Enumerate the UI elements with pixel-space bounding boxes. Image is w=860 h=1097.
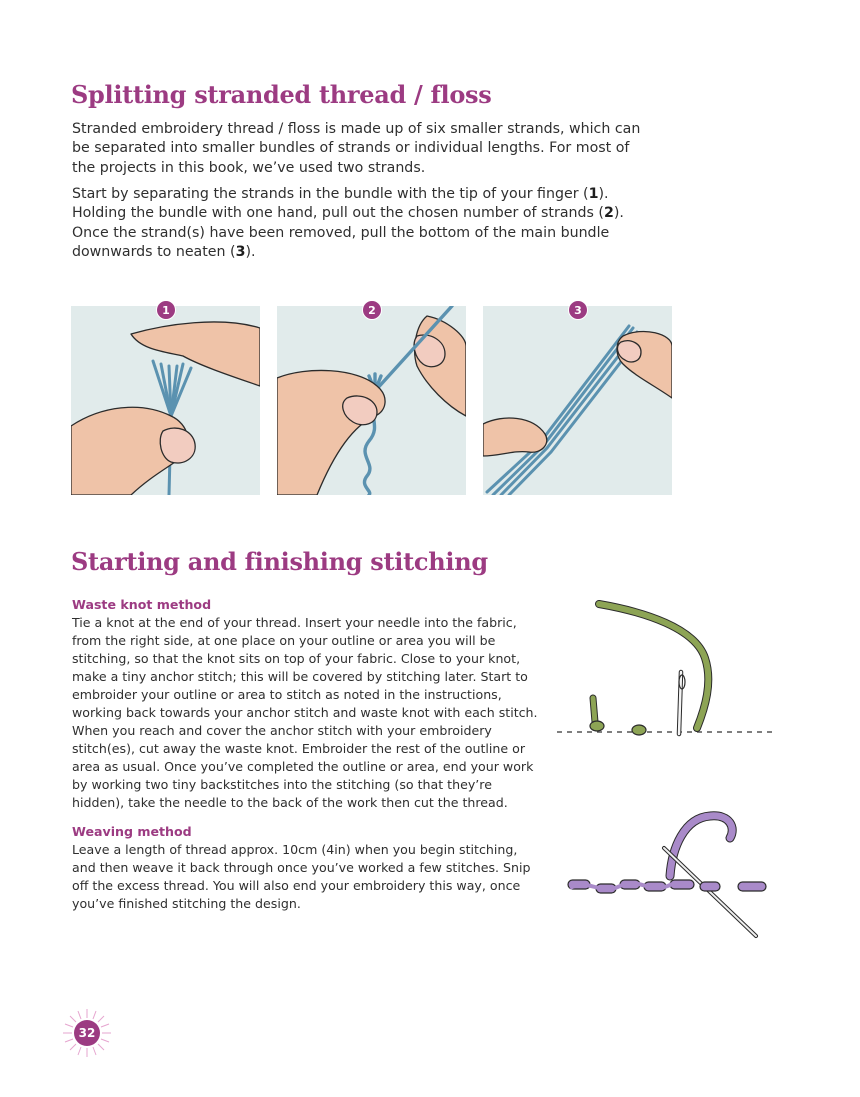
page-number-badge — [61, 1007, 113, 1059]
weaving-body: Leave a length of thread approx. 10cm (4in) when you begin stitching, and then weave it back through once you’ve worked a few stitches. Snip off the excess thread. You will also end your embroidery this way, once you’ve finished stitching the design. — [72, 842, 531, 911]
section-title-starting: Starting and finishing stitching — [71, 547, 488, 576]
steps-paragraph: Start by separating the strands in the bundle with the tip of your finger (1). Holding the bundle with one hand, pull out the chosen number of strands (2). Once the strand(s) have been removed, pull the bottom of the main bundle downwards to neaten (3). — [72, 186, 624, 261]
step-badge-2: 2 — [362, 300, 382, 320]
weaving-heading: Weaving method — [72, 824, 192, 839]
weaving-illustration — [560, 808, 770, 943]
waste-knot-body: Tie a knot at the end of your thread. Insert your needle into the fabric, from the right side, at one place on your outline or area you will be stitching, so that the knot sits on top of your fabric. Close to your knot, make a tiny anchor stitch; this will be covered by stitching later. Start to embroider your outline or area to stitch as noted in the instructions, working back towards your anchor stitch and waste knot with each stitch. When you reach and cover the anchor stitch with your embroidery stitch(es), cut away the waste knot. Embroider the rest of the outline or area as usual. Once you’ve completed the outline or area, end your work by working two tiny backstitches into the stitching (so that they’re hidden), take the needle to the back of the work then cut the thread. — [72, 615, 538, 810]
waste-knot-illustration — [555, 598, 775, 748]
step-badge-3: 3 — [568, 300, 588, 320]
step-illustration-1 — [71, 306, 260, 495]
page-number: 32 — [74, 1020, 100, 1046]
section-title-splitting: Splitting stranded thread / floss — [71, 80, 492, 109]
step-illustration-3 — [483, 306, 672, 495]
step-illustration-2 — [277, 306, 466, 495]
step-badge-1: 1 — [156, 300, 176, 320]
waste-knot-heading: Waste knot method — [72, 597, 212, 612]
intro-paragraph: Stranded embroidery thread / floss is made up of six smaller strands, which can be separated into smaller bundles of strands or individual lengths. For most of the projects in this book, we’ve used two strands. — [72, 121, 641, 176]
